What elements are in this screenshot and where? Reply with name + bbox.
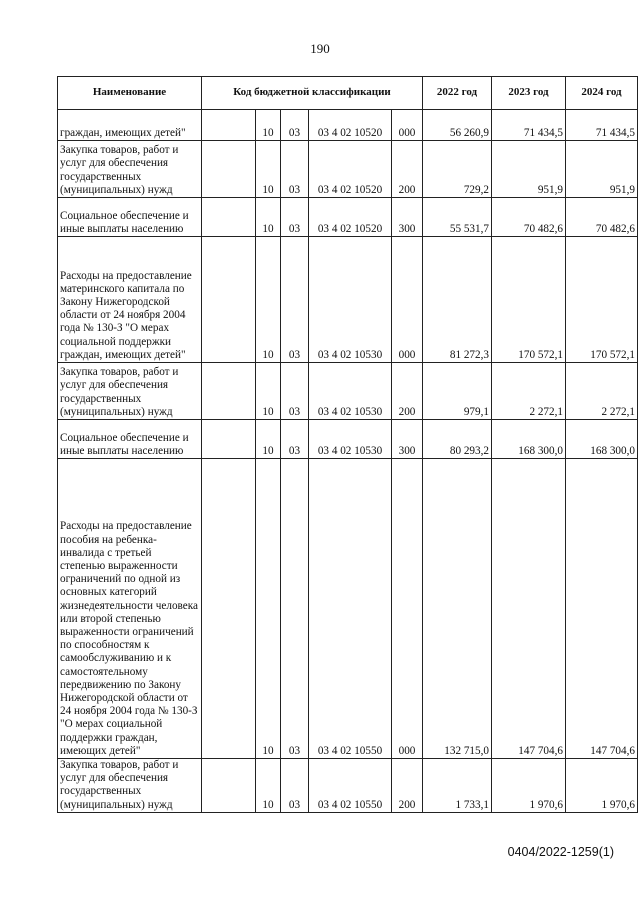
code-expense-type: 000 [392, 110, 423, 141]
code-expense-type: 300 [392, 420, 423, 459]
code-section: 10 [256, 237, 281, 363]
budget-table [57, 76, 638, 813]
code-section: 10 [256, 420, 281, 459]
code-target: 03 4 02 10530 [309, 237, 392, 363]
empty-cell [202, 759, 256, 813]
header-2022: 2022 год [423, 77, 492, 110]
code-target: 03 4 02 10530 [309, 363, 392, 420]
code-subsection: 03 [281, 363, 309, 420]
value-2022: 979,1 [423, 363, 492, 420]
code-section: 10 [256, 759, 281, 813]
value-2024: 147 704,6 [566, 459, 638, 759]
value-2023: 147 704,6 [492, 459, 566, 759]
document-code: 0404/2022-1259(1) [507, 845, 614, 859]
empty-cell [202, 110, 256, 141]
table-row [58, 110, 638, 141]
code-expense-type: 200 [392, 363, 423, 420]
code-subsection: 03 [281, 420, 309, 459]
code-expense-type: 000 [392, 459, 423, 759]
code-subsection: 03 [281, 759, 309, 813]
code-section: 10 [256, 198, 281, 237]
code-subsection: 03 [281, 198, 309, 237]
code-expense-type: 300 [392, 198, 423, 237]
table-row [58, 420, 638, 459]
value-2023: 71 434,5 [492, 110, 566, 141]
table-row [58, 237, 638, 363]
code-section: 10 [256, 363, 281, 420]
value-2022: 80 293,2 [423, 420, 492, 459]
header-code: Код бюджетной классификации [202, 77, 423, 110]
value-2022: 132 715,0 [423, 459, 492, 759]
value-2024: 168 300,0 [566, 420, 638, 459]
value-2024: 71 434,5 [566, 110, 638, 141]
value-2024: 70 482,6 [566, 198, 638, 237]
value-2022: 1 733,1 [423, 759, 492, 813]
value-2023: 951,9 [492, 141, 566, 198]
table-row [58, 459, 638, 759]
empty-cell [202, 198, 256, 237]
value-2023: 2 272,1 [492, 363, 566, 420]
page-number: 190 [310, 41, 330, 56]
code-section: 10 [256, 141, 281, 198]
row-name: Социальное обеспечение и иные выплаты населению [58, 198, 202, 237]
table-row [58, 141, 638, 198]
empty-cell [202, 363, 256, 420]
value-2022: 729,2 [423, 141, 492, 198]
table-row [58, 198, 638, 237]
empty-cell [202, 420, 256, 459]
value-2022: 56 260,9 [423, 110, 492, 141]
value-2023: 70 482,6 [492, 198, 566, 237]
value-2022: 81 272,3 [423, 237, 492, 363]
value-2024: 2 272,1 [566, 363, 638, 420]
row-name: Расходы на предоставление пособия на ребенка-инвалида с третьей степенью выраженности ограничений по одной из основных категорий жизнедеятельности человека или второй степенью выраженности ограничений по способностям к самообслуживанию и к самостоятельному передвижению по Закону Нижегородской области от 24 ноября 2004 года № 130-З "О мерах социальной поддержки граждан, имеющих детей" [58, 459, 202, 759]
code-section: 10 [256, 459, 281, 759]
empty-cell [202, 141, 256, 198]
code-expense-type: 000 [392, 237, 423, 363]
table-row [58, 363, 638, 420]
row-name: Расходы на предоставление материнского капитала по Закону Нижегородской области от 24 ноября 2004 года № 130-З "О мерах социальной поддержки граждан, имеющих детей" [58, 237, 202, 363]
table-row [58, 759, 638, 813]
row-name: Закупка товаров, работ и услуг для обеспечения государственных (муниципальных) нужд [58, 141, 202, 198]
row-name: Закупка товаров, работ и услуг для обеспечения государственных (муниципальных) нужд [58, 363, 202, 420]
row-name: Социальное обеспечение и иные выплаты населению [58, 420, 202, 459]
value-2023: 168 300,0 [492, 420, 566, 459]
value-2023: 170 572,1 [492, 237, 566, 363]
header-2023: 2023 год [492, 77, 566, 110]
code-target: 03 4 02 10550 [309, 759, 392, 813]
code-target: 03 4 02 10520 [309, 110, 392, 141]
code-target: 03 4 02 10530 [309, 420, 392, 459]
row-name: граждан, имеющих детей" [58, 110, 202, 141]
header-2024: 2024 год [566, 77, 638, 110]
value-2023: 1 970,6 [492, 759, 566, 813]
value-2024: 1 970,6 [566, 759, 638, 813]
code-section: 10 [256, 110, 281, 141]
code-expense-type: 200 [392, 141, 423, 198]
empty-cell [202, 237, 256, 363]
code-subsection: 03 [281, 459, 309, 759]
code-subsection: 03 [281, 110, 309, 141]
code-target: 03 4 02 10550 [309, 459, 392, 759]
code-target: 03 4 02 10520 [309, 141, 392, 198]
value-2024: 951,9 [566, 141, 638, 198]
header-name: Наименование [58, 77, 202, 110]
code-subsection: 03 [281, 237, 309, 363]
empty-cell [202, 459, 256, 759]
code-target: 03 4 02 10520 [309, 198, 392, 237]
code-subsection: 03 [281, 141, 309, 198]
value-2022: 55 531,7 [423, 198, 492, 237]
value-2024: 170 572,1 [566, 237, 638, 363]
code-expense-type: 200 [392, 759, 423, 813]
table-header-row [58, 77, 638, 110]
row-name: Закупка товаров, работ и услуг для обеспечения государственных (муниципальных) нужд [58, 759, 202, 813]
